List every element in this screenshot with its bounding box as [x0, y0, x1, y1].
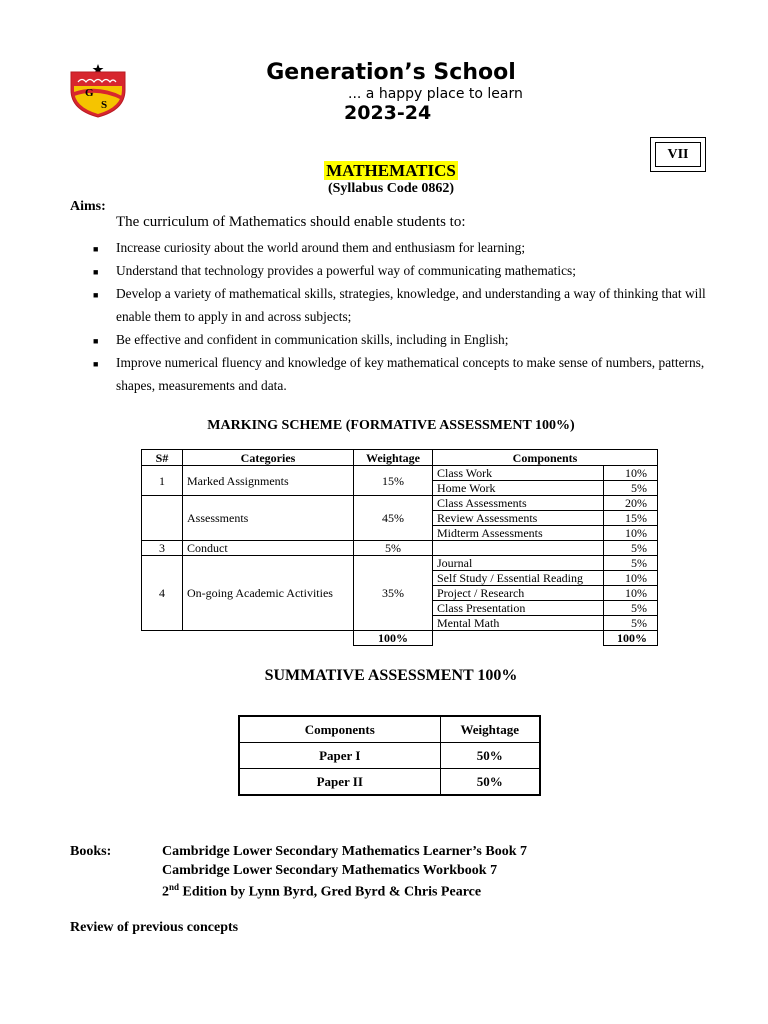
cell-component: Class Presentation	[433, 601, 604, 616]
cell-component: Project / Research	[433, 586, 604, 601]
table-row	[142, 556, 658, 571]
table-row	[142, 496, 658, 511]
aim-text: Understand that technology provides a powerful way of communicating mathematics;	[116, 263, 576, 278]
book-line: Cambridge Lower Secondary Mathematics Learner’s Book 7	[162, 844, 527, 859]
review-heading: Review of previous concepts	[70, 920, 239, 935]
marking-scheme-title: MARKING SCHEME (FORMATIVE ASSESSMENT 100%)	[207, 418, 575, 433]
total-components: 100%	[604, 631, 658, 646]
aim-item	[93, 236, 713, 259]
summative-assessment-table	[238, 715, 541, 796]
cell-component	[433, 541, 604, 556]
table-header-row	[142, 450, 658, 466]
cell-weight: 15%	[354, 466, 433, 496]
cell-sn: 1	[142, 466, 183, 496]
cell-weight: 50%	[440, 769, 540, 796]
bullet-icon: ■	[93, 267, 99, 277]
cell-weight: 45%	[354, 496, 433, 541]
aim-item	[93, 328, 713, 351]
table-row	[239, 769, 540, 796]
aim-text: Develop a variety of mathematical skills, strategies, knowledge, and understanding a way of thinking that will enable them to apply in and across subjects;	[116, 286, 706, 324]
cell-component-weight: 10%	[604, 466, 658, 481]
cell-component: Paper I	[239, 743, 440, 769]
cell-component: Self Study / Essential Reading	[433, 571, 604, 586]
cell-sn: 3	[142, 541, 183, 556]
cell-component: Paper II	[239, 769, 440, 796]
cell-sn	[142, 496, 183, 541]
table-header-row	[239, 716, 540, 743]
cell-weight: 50%	[440, 743, 540, 769]
aim-text: Increase curiosity about the world around them and enthusiasm for learning;	[116, 240, 526, 255]
grade-label: VII	[655, 142, 701, 167]
cell-component-weight: 5%	[604, 556, 658, 571]
books-label: Books:	[70, 844, 112, 859]
cell-component: Mental Math	[433, 616, 604, 631]
table-row	[239, 743, 540, 769]
cell-component-weight: 15%	[604, 511, 658, 526]
cell-component: Midterm Assessments	[433, 526, 604, 541]
cell-category: Marked Assignments	[183, 466, 354, 496]
aim-text: Improve numerical fluency and knowledge of key mathematical concepts to make sense of numbers, patterns, shapes, measurements and data.	[116, 355, 705, 393]
cell-category: Assessments	[183, 496, 354, 541]
cell-weight: 35%	[354, 556, 433, 631]
header-sn: S#	[142, 450, 183, 466]
bullet-icon: ■	[93, 359, 99, 369]
cell-category: Conduct	[183, 541, 354, 556]
subject-name: MATHEMATICS	[326, 161, 456, 180]
cell-component: Home Work	[433, 481, 604, 496]
header-components: Components	[239, 716, 440, 743]
summative-title: SUMMATIVE ASSESSMENT 100%	[264, 667, 518, 684]
svg-text:G: G	[85, 87, 94, 99]
cell-component: Class Assessments	[433, 496, 604, 511]
aim-item	[93, 282, 713, 328]
bullet-icon: ■	[93, 336, 99, 346]
syllabus-code: (Syllabus Code 0862)	[327, 181, 455, 196]
cell-category: On-going Academic Activities	[183, 556, 354, 631]
cell-component: Class Work	[433, 466, 604, 481]
svg-text:S: S	[101, 99, 108, 111]
bullet-icon: ■	[93, 244, 99, 254]
cell-component: Journal	[433, 556, 604, 571]
book-line: Cambridge Lower Secondary Mathematics Workbook 7	[162, 863, 498, 878]
cell-component-weight: 10%	[604, 571, 658, 586]
cell-component: Review Assessments	[433, 511, 604, 526]
aims-label: Aims:	[70, 199, 106, 214]
aim-item	[93, 259, 713, 282]
header-weightage: Weightage	[440, 716, 540, 743]
cell-weight: 5%	[354, 541, 433, 556]
cell-component-weight: 5%	[604, 601, 658, 616]
cell-component-weight: 5%	[604, 481, 658, 496]
bullet-icon: ■	[93, 290, 99, 300]
edition-number: 2	[162, 884, 169, 900]
subject-title	[0, 161, 768, 181]
school-name: Generation’s School	[266, 60, 516, 85]
edition-authors: Edition by Lynn Byrd, Gred Byrd & Chris Pearce	[179, 884, 482, 900]
cell-component-weight: 10%	[604, 586, 658, 601]
header-components: Components	[433, 450, 658, 466]
book-edition	[162, 882, 481, 901]
academic-year: 2023-24	[344, 102, 432, 124]
aims-intro: The curriculum of Mathematics should enable students to:	[116, 214, 466, 230]
cell-sn: 4	[142, 556, 183, 631]
school-tagline: ... a happy place to learn	[348, 86, 523, 102]
cell-component-weight: 20%	[604, 496, 658, 511]
cell-component-weight: 10%	[604, 526, 658, 541]
edition-suffix: nd	[169, 882, 180, 892]
header-categories: Categories	[183, 450, 354, 466]
table-row	[142, 466, 658, 481]
cell-component-weight: 5%	[604, 616, 658, 631]
aim-item	[93, 351, 713, 397]
table-row	[142, 541, 658, 556]
table-total-row	[142, 631, 658, 646]
formative-assessment-table	[141, 449, 658, 646]
total-weight: 100%	[354, 631, 433, 646]
aim-text: Be effective and confident in communication skills, including in English;	[116, 332, 509, 347]
cell-component-weight: 5%	[604, 541, 658, 556]
header-weightage: Weightage	[354, 450, 433, 466]
